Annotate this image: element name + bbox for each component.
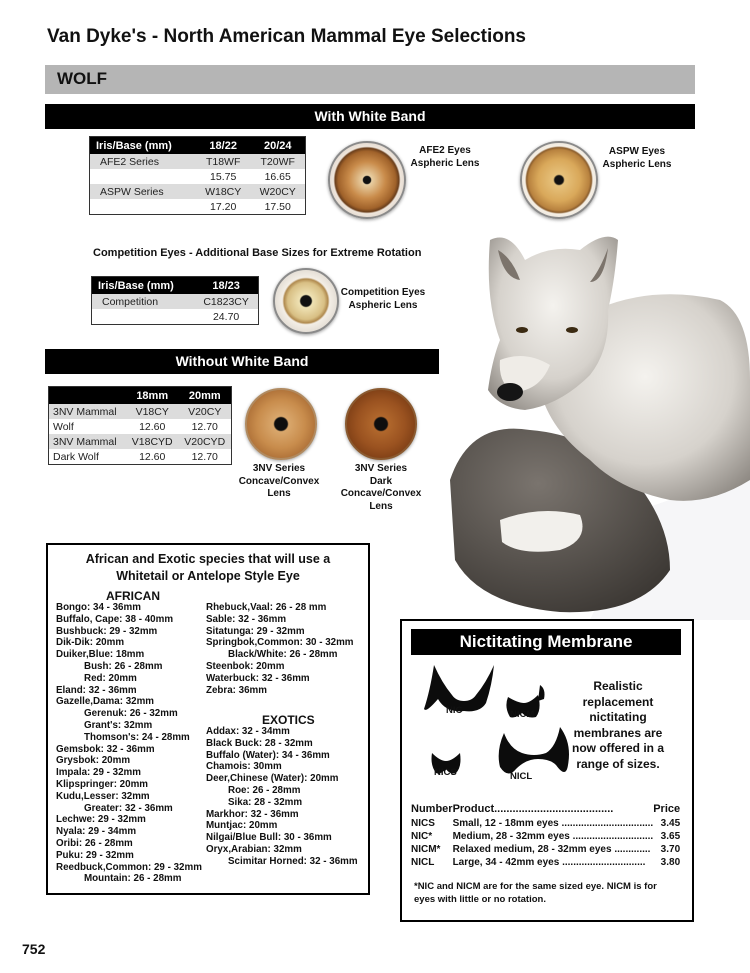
species-entry: Sable: 32 - 36mm bbox=[206, 613, 287, 625]
description-line: Realistic bbox=[593, 679, 643, 693]
competition-eye-image bbox=[273, 268, 339, 334]
exotics-list bbox=[206, 726, 358, 868]
label-line: Aspheric Lens bbox=[602, 158, 672, 170]
species-entry: Grant's: 32mm bbox=[84, 719, 153, 731]
table-cell: 12.60 bbox=[126, 419, 179, 434]
exotic-heading-line: Whitetail or Antelope Style Eye bbox=[116, 569, 300, 583]
exotic-species-box bbox=[46, 543, 370, 895]
price-number: NICL bbox=[411, 857, 435, 868]
table-cell: T18WF bbox=[196, 154, 251, 169]
species-entry: Impala: 29 - 32mm bbox=[56, 767, 141, 779]
species-entry: Oryx,Arabian: 32mm bbox=[206, 843, 302, 855]
table-header: 20/24 bbox=[250, 137, 305, 154]
species-entry: Scimitar Horned: 32 - 36mm bbox=[228, 855, 358, 867]
wolf-illustration bbox=[440, 220, 750, 620]
table-header: 18/22 bbox=[196, 137, 251, 154]
table-cell: 17.20 bbox=[196, 199, 251, 214]
table-cell: 16.65 bbox=[250, 169, 305, 184]
table-header: 18/23 bbox=[194, 277, 258, 294]
table-header: 20mm bbox=[178, 387, 231, 404]
membrane-note bbox=[414, 880, 657, 906]
species-entry: Oribi: 26 - 28mm bbox=[56, 837, 133, 849]
membrane-heading-text: Nictitating Membrane bbox=[459, 632, 633, 651]
membrane-heading bbox=[411, 629, 681, 655]
label-line: ASPW Eyes bbox=[608, 146, 666, 157]
price-product bbox=[453, 856, 654, 869]
price-header-price: Price bbox=[653, 803, 681, 815]
label-line: 3NV Series bbox=[354, 463, 408, 474]
without-band-heading bbox=[45, 349, 439, 374]
nics-label: NICS bbox=[434, 767, 457, 778]
price-number: NIC* bbox=[411, 831, 433, 842]
note-line: eyes with little or no rotation. bbox=[414, 894, 546, 905]
aspw-eye-image bbox=[520, 141, 598, 219]
table-cell bbox=[90, 199, 196, 214]
membrane-price-table bbox=[411, 801, 680, 869]
species-entry: Muntjac: 20mm bbox=[206, 820, 278, 832]
table-cell bbox=[92, 309, 194, 324]
species-entry: Eland: 32 - 36mm bbox=[56, 684, 137, 696]
african-list-left bbox=[56, 602, 202, 885]
dot-leader: .............................. bbox=[559, 857, 646, 868]
table-header bbox=[49, 387, 126, 404]
table-cell: 12.70 bbox=[178, 449, 231, 464]
with-band-heading bbox=[45, 104, 695, 129]
exotics-heading: EXOTICS bbox=[262, 713, 315, 727]
species-entry: Sitatunga: 29 - 32mm bbox=[206, 625, 305, 637]
species-entry: Black Buck: 28 - 32mm bbox=[206, 737, 313, 749]
afe2-eye-image bbox=[328, 141, 406, 219]
species-entry: Bush: 26 - 28mm bbox=[84, 660, 163, 672]
label-line: Aspheric Lens bbox=[348, 299, 418, 311]
nicm-label: NICM bbox=[510, 709, 535, 720]
competition-heading: Competition Eyes - Additional Base Sizes for Extreme Rotation bbox=[93, 247, 422, 259]
price-header-number: Number bbox=[411, 803, 453, 815]
table-cell: Competition bbox=[92, 294, 194, 309]
african-heading: AFRICAN bbox=[106, 589, 160, 603]
species-entry: Duiker,Blue: 18mm bbox=[56, 649, 145, 661]
description-line: membranes are bbox=[573, 725, 663, 740]
species-entry: Thomson's: 24 - 28mm bbox=[84, 731, 190, 743]
species-title: WOLF bbox=[57, 69, 108, 88]
species-entry: Buffalo (Water): 34 - 36mm bbox=[206, 749, 330, 761]
species-entry: Grysbok: 20mm bbox=[56, 755, 131, 767]
species-entry: Zebra: 36mm bbox=[206, 684, 267, 696]
species-entry: Rhebuck,Vaal: 26 - 28 mm bbox=[206, 602, 327, 613]
species-entry: Klipspringer: 20mm bbox=[56, 778, 149, 790]
nic-label: NIC bbox=[446, 705, 463, 716]
species-entry: Lechwe: 29 - 32mm bbox=[56, 814, 146, 826]
without-band-heading-text: Without White Band bbox=[175, 353, 309, 369]
price-value: 3.70 bbox=[660, 844, 681, 855]
species-entry: Gerenuk: 26 - 32mm bbox=[84, 708, 178, 720]
species-bar bbox=[45, 65, 695, 94]
dot-leader: ................................. bbox=[558, 818, 654, 829]
price-header-product-text: Product bbox=[452, 803, 495, 815]
membrane-shapes bbox=[416, 655, 576, 785]
table-cell: 17.50 bbox=[250, 199, 305, 214]
wolf-photo bbox=[440, 220, 750, 620]
price-product-text: Large, 34 - 42mm eyes bbox=[452, 857, 560, 868]
label-line: Dark bbox=[369, 475, 393, 487]
description-line: range of sizes. bbox=[576, 756, 660, 771]
table-cell: 12.70 bbox=[178, 419, 231, 434]
label-line: Concave/Convex bbox=[238, 475, 320, 487]
description-line: replacement bbox=[582, 694, 654, 709]
label-line: Aspheric Lens bbox=[410, 157, 480, 169]
table-cell: 3NV Mammal bbox=[49, 404, 126, 419]
species-entry: Bushbuck: 29 - 32mm bbox=[56, 625, 158, 637]
species-entry: Red: 20mm bbox=[84, 672, 137, 684]
species-entry: Kudu,Lesser: 32mm bbox=[56, 790, 150, 802]
table-cell: W20CY bbox=[250, 184, 305, 199]
species-entry: Bongo: 34 - 36mm bbox=[56, 602, 141, 613]
table-cell: V18CY bbox=[126, 404, 179, 419]
price-header-product bbox=[453, 801, 654, 817]
price-product bbox=[453, 843, 654, 856]
species-entry: Markhor: 32 - 36mm bbox=[206, 808, 299, 820]
species-entry: Reedbuck,Common: 29 - 32mm bbox=[56, 861, 202, 873]
price-product-text: Small, 12 - 18mm eyes bbox=[452, 818, 559, 829]
price-product bbox=[453, 817, 654, 830]
species-entry: Mountain: 26 - 28mm bbox=[84, 873, 182, 885]
species-entry: Steenbok: 20mm bbox=[206, 660, 285, 672]
species-entry: Buffalo, Cape: 38 - 40mm bbox=[56, 613, 174, 625]
table-cell: 3NV Mammal bbox=[49, 434, 126, 449]
table-cell: 24.70 bbox=[194, 309, 258, 324]
species-entry: Addax: 32 - 34mm bbox=[206, 726, 290, 737]
label-line: AFE2 Eyes bbox=[419, 145, 471, 156]
with-band-table bbox=[89, 136, 306, 215]
species-entry: Nilgai/Blue Bull: 30 - 36mm bbox=[206, 832, 332, 844]
without-band-table bbox=[48, 386, 232, 465]
3nv-dark-eye-label bbox=[333, 463, 429, 513]
membrane-description bbox=[562, 679, 674, 772]
species-entry: Greater: 32 - 36mm bbox=[84, 802, 173, 814]
species-entry: Dik-Dik: 20mm bbox=[56, 637, 125, 649]
table-cell: T20WF bbox=[250, 154, 305, 169]
with-band-heading-text: With White Band bbox=[314, 108, 426, 124]
afe2-eye-label bbox=[404, 145, 486, 170]
label-line: Competition Eyes bbox=[340, 287, 426, 298]
table-cell: Wolf bbox=[49, 419, 126, 434]
page-number: 752 bbox=[22, 941, 46, 957]
price-product-text: Medium, 28 - 32mm eyes bbox=[452, 831, 570, 842]
species-entry: Waterbuck: 32 - 36mm bbox=[206, 672, 310, 684]
african-list-right bbox=[206, 602, 354, 696]
price-value: 3.45 bbox=[660, 818, 681, 829]
species-entry: Puku: 29 - 32mm bbox=[56, 849, 134, 861]
table-header: Iris/Base (mm) bbox=[92, 277, 194, 294]
table-cell: W18CY bbox=[196, 184, 251, 199]
dot-leader: ............................. bbox=[569, 831, 654, 842]
label-line: 3NV Series bbox=[252, 463, 306, 474]
exotic-heading-line: African and Exotic species that will use a bbox=[85, 552, 331, 566]
price-product bbox=[453, 830, 654, 843]
price-value: 3.80 bbox=[660, 857, 681, 868]
species-entry: Nyala: 29 - 34mm bbox=[56, 826, 137, 838]
species-entry: Gemsbok: 32 - 36mm bbox=[56, 743, 155, 755]
page-title: Van Dyke's - North American Mammal Eye Selections bbox=[47, 26, 526, 47]
table-cell: AFE2 Series bbox=[90, 154, 196, 169]
price-product-text: Relaxed medium, 28 - 32mm eyes bbox=[452, 844, 612, 855]
label-line: Lens bbox=[369, 500, 393, 512]
table-cell: ASPW Series bbox=[90, 184, 196, 199]
3nv-dark-eye-image bbox=[345, 388, 417, 460]
competition-eye-label bbox=[338, 287, 428, 312]
species-entry: Gazelle,Dama: 32mm bbox=[56, 696, 155, 708]
aspw-eye-label bbox=[597, 146, 677, 171]
description-line: nictitating bbox=[589, 710, 647, 724]
table-cell bbox=[90, 169, 196, 184]
3nv-eye-image bbox=[245, 388, 317, 460]
species-entry: Springbok,Common: 30 - 32mm bbox=[206, 637, 354, 649]
species-entry: Deer,Chinese (Water): 20mm bbox=[206, 773, 339, 785]
membrane-box bbox=[400, 619, 694, 922]
table-cell: 12.60 bbox=[126, 449, 179, 464]
table-cell: V20CY bbox=[178, 404, 231, 419]
species-entry: Black/White: 26 - 28mm bbox=[228, 649, 338, 661]
species-entry: Sika: 28 - 32mm bbox=[228, 796, 303, 808]
table-cell: C1823CY bbox=[194, 294, 258, 309]
table-cell: 15.75 bbox=[196, 169, 251, 184]
price-value: 3.65 bbox=[660, 831, 681, 842]
table-header: Iris/Base (mm) bbox=[90, 137, 196, 154]
table-cell: V18CYD bbox=[126, 434, 179, 449]
description-line: now offered in a bbox=[571, 741, 664, 755]
competition-table bbox=[91, 276, 259, 325]
species-entry: Roe: 26 - 28mm bbox=[228, 784, 301, 796]
species-entry: Chamois: 30mm bbox=[206, 761, 282, 773]
dot-leader: ............. bbox=[611, 844, 651, 855]
table-header: 18mm bbox=[126, 387, 179, 404]
price-number: NICM* bbox=[411, 844, 441, 855]
dot-leader: ....................................... bbox=[494, 803, 614, 815]
price-number: NICS bbox=[411, 818, 435, 829]
label-line: Concave/Convex bbox=[340, 488, 422, 499]
exotic-heading bbox=[48, 551, 368, 585]
table-cell: Dark Wolf bbox=[49, 449, 126, 464]
note-line: *NIC and NICM are for the same sized eye. NICM is for bbox=[414, 881, 657, 892]
label-line: Lens bbox=[267, 488, 291, 499]
3nv-eye-label bbox=[232, 463, 326, 501]
table-cell: V20CYD bbox=[178, 434, 231, 449]
nicl-label: NICL bbox=[510, 771, 533, 782]
